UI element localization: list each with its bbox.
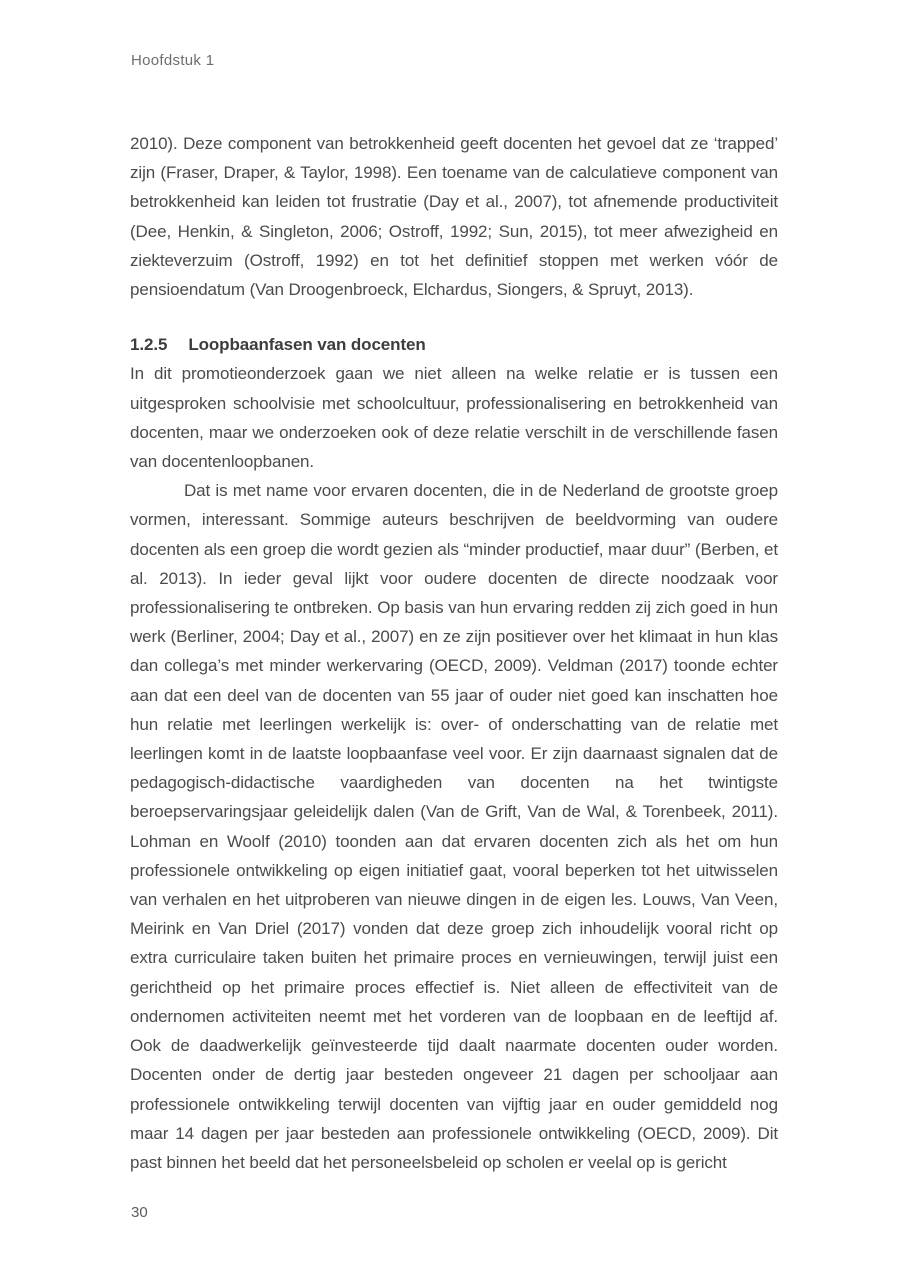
page-body [130,129,778,1177]
running-header: Hoofdstuk 1 [131,52,215,69]
page-number: 30 [131,1204,148,1221]
paragraph-intro: In dit promotieonderzoek gaan we niet alleen na welke relatie er is tussen een uitgesproken schoolvisie met schoolcultuur, professionalisering en betrokkenheid van docenten, maar we onderzoeken ook of deze relatie verschilt in de verschillende fasen van docentenloopbanen. [130,364,778,472]
section-title: Loopbaanfasen van docenten [188,335,426,355]
paragraph-engagement: 2010). Deze component van betrokkenheid geeft docenten het gevoel dat ze ‘trapped’ zijn (Fraser, Draper, & Taylor, 1998). Een toename van de calculatieve component van betrokkenheid kan leiden tot frustratie (Day et al., 2007), tot afnemende productiviteit (Dee, Henkin, & Singleton, 2006; Ostroff, 1992; Sun, 2015), tot meer afwezigheid en ziekteverzuim (Ostroff, 1992) en tot het definitief stoppen met werken vóór de pensioendatum (Van Droogenbroeck, Elchardus, Siongers, & Spruyt, 2013). [130,134,778,300]
section-heading [130,330,778,359]
section-number: 1.2.5 [130,335,168,355]
paragraph-experienced-teachers: Dat is met name voor ervaren docenten, die in de Nederland de grootste groep vormen, interessant. Sommige auteurs beschrijven de beeldvorming van oudere docenten als een groep die wordt gezien als “minder productief, maar duur” (Berben, et al. 2013). In ieder geval lijkt voor oudere docenten de directe noodzaak voor professionalisering te ontbreken. Op basis van hun ervaring redden zij zich goed in hun werk (Berliner, 2004; Day et al., 2007) en ze zijn positiever over het klimaat in hun klas dan collega’s met minder werkervaring (OECD, 2009). Veldman (2017) toonde echter aan dat een deel van de docenten van 55 jaar of ouder niet goed kan inschatten hoe hun relatie met leerlingen werkelijk is: over- of onderschatting van de relatie met leerlingen komt in de laatste loopbaanfase veel voor. Er zijn daarnaast signalen dat de pedagogisch-didactische vaardigheden van docenten na het twintigste beroepservaringsjaar geleidelijk dalen (Van de Grift, Van de Wal, & Torenbeek, 2011). Lohman en Woolf (2010) toonden aan dat ervaren docenten zich als het om hun professionele ontwikkeling op eigen initiatief gaat, vooral beperken tot het uitwisselen van verhalen en het uitproberen van nieuwe dingen in de eigen les. Louws, Van Veen, Meirink en Van Driel (2017) vonden dat deze groep zich inhoudelijk vooral richt op extra curriculaire taken buiten het primaire proces en vernieuwingen, terwijl juist een gerichtheid op het primaire proces effectief is. Niet alleen de effectiviteit van de ondernomen activiteiten neemt met het vorderen van de loopbaan en de leeftijd af. Ook de daadwerkelijk geïnvesteerde tijd daalt naarmate docenten ouder worden. Docenten onder de dertig jaar besteden ongeveer 21 dagen per schooljaar aan professionele ontwikkeling terwijl docenten van vijftig jaar en ouder gemiddeld nog maar 14 dagen per jaar besteden aan professionele ontwikkeling (OECD, 2009). Dit past binnen het beeld dat het personeelsbeleid op scholen er veelal op is gericht [130,481,778,1172]
